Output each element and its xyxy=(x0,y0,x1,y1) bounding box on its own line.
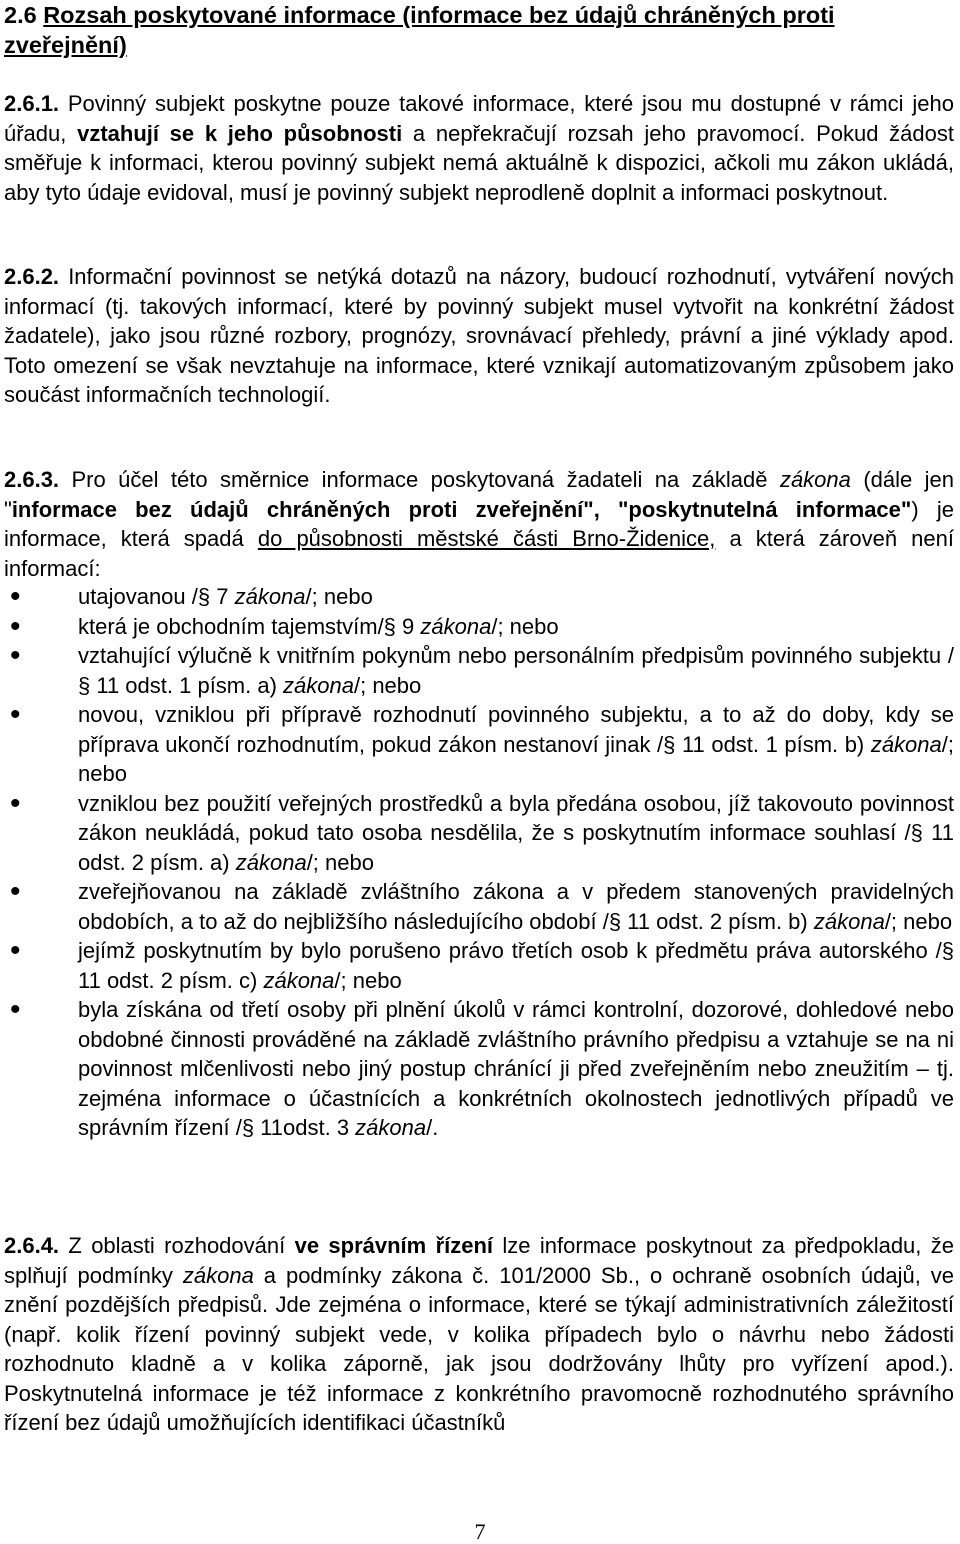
paragraph-text: a nepřekračují rozsah jeho pravomocí. Pokud žádost směřuje k informaci, kterou povinný subjekt nemá aktuálně k dispozici, ačkoli mu zákon ukládá, aby tyto údaje evidoval, musí je povinný subjekt neprodleně doplnit a informaci poskytnout. xyxy=(4,120,954,205)
section-title: Rozsah poskytované informace (informace bez údajů chráněných proti zveřejnění) xyxy=(4,2,835,58)
paragraph-text: ) je informace, která spadá xyxy=(4,496,954,551)
list-item xyxy=(4,995,954,1143)
paragraph-text: a která zároveň není informací: xyxy=(4,526,954,581)
law-reference: zákona xyxy=(420,613,492,639)
paragraph-2-6-4 xyxy=(4,1231,954,1438)
list-item-text: /; nebo xyxy=(353,672,422,698)
law-reference: zákona xyxy=(779,467,851,492)
list-item xyxy=(4,582,954,612)
law-reference: zákona xyxy=(870,731,942,757)
list-item-text: utajovanou /§ 7 xyxy=(78,584,235,609)
list-item-text: vzniklou bez použití veřejných prostředků a byla předána osobou, jíž takovouto povinnost zákon neukládá, pokud tato osoba nesdělila, že s poskytnutím informace souhlasí /§ 11 odst. 2 písm. a) xyxy=(78,790,954,875)
page-number: 7 xyxy=(474,1519,486,1544)
list-item-text: která je obchodním tajemstvím/§ 9 xyxy=(78,613,421,639)
paragraph-bold-text: vztahují se k jeho působnosti xyxy=(77,120,403,146)
paragraph-bold-text: ve správním řízení xyxy=(294,1233,494,1258)
defined-term: informace bez údajů chráněných proti zveřejnění", "poskytnutelná informace" xyxy=(11,496,912,522)
law-reference: zákona xyxy=(182,1262,254,1288)
underlined-text: do působnosti městské části Brno-Židenice, xyxy=(257,526,716,551)
paragraph-text: Povinný subjekt poskytne pouze takové informace, které jsou mu dostupné v rámci jeho úřadu, xyxy=(4,91,954,146)
paragraph-number: 2.6.3. xyxy=(4,467,60,492)
list-item-text: /; nebo xyxy=(78,731,954,786)
list-item-text: /. xyxy=(426,1115,439,1140)
law-reference: zákona xyxy=(813,908,885,934)
paragraph-2-6-1 xyxy=(4,89,954,207)
list-item-text: /; nebo xyxy=(306,849,374,875)
list-item-text: jejímž poskytnutím by bylo porušeno právo třetích osob k předmětu práva autorského /§ 11 odst. 2 písm. c) xyxy=(78,938,954,993)
list-item xyxy=(4,641,954,700)
law-reference: zákona xyxy=(283,672,354,698)
list-item xyxy=(4,700,954,789)
list-item-text: byla získána od třetí osoby při plnění úkolů v rámci kontrolní, dozorové, dohledové nebo obdobné činnosti prováděné na základě zvláštního právního předpisu a vztahuje se na ni povinnost mlčenlivosti nebo jiný postup chránící ji před zveřejněním nebo zneužitím – tj. zejména informace o účastnících a konkrétních okolnostech jednotlivých případů ve správním řízení /§ 11odst. 3 xyxy=(78,997,954,1140)
law-reference: zákona xyxy=(234,584,306,609)
paragraph-2-6-3 xyxy=(4,465,954,583)
list-item-text: zveřejňovanou na základě zvláštního zákona a v předem stanovených pravidelných obdobích, a to až do nejbližšího následujícího období /§ 11 odst. 2 písm. b) xyxy=(78,879,954,934)
paragraph-text: Z oblasti rozhodování xyxy=(68,1233,286,1258)
section-heading xyxy=(4,0,944,60)
law-reference: zákona xyxy=(235,849,307,875)
section-number: 2.6 xyxy=(4,2,37,28)
paragraph-text: Pro účel této směrnice informace poskytovaná žadateli na základě xyxy=(71,467,768,492)
paragraph-number: 2.6.4. xyxy=(4,1233,60,1258)
list-item xyxy=(4,612,954,642)
list-item-text: novou, vzniklou při přípravě rozhodnutí povinného subjektu, a to až do doby, kdy se příprava ukončí rozhodnutím, pokud zákon nestanoví jinak /§ 11 odst. 1 písm. b) xyxy=(78,702,954,757)
list-item xyxy=(4,789,954,878)
paragraph-number: 2.6.1. xyxy=(4,91,60,116)
list-item xyxy=(4,936,954,995)
list-item-text: /; nebo xyxy=(334,967,402,993)
list-item-text: /; nebo xyxy=(491,613,559,639)
paragraph-number: 2.6.2. xyxy=(4,264,60,289)
paragraph-text: Informační povinnost se netýká dotazů na názory, budoucí rozhodnutí, vytváření nových informací (tj. takových informací, které by povinný subjekt musel vytvořit na konkrétní žádost žadatele), jako jsou různé rozbory, prognózy, srovnávací přehledy, právní a jiné výklady apod. Toto omezení se však nevztahuje na informace, které vznikají automatizovaným způsobem jako součást informačních technologií. xyxy=(4,264,954,407)
paragraph-text: (dále jen " xyxy=(4,467,954,522)
law-reference: zákona xyxy=(355,1115,427,1140)
list-item-text: /; nebo xyxy=(884,908,953,934)
paragraph-text: a podmínky zákona č. 101/2000 Sb., o ochraně osobních údajů, ve znění pozdějších předpisů. Jde zejména o informace, které se týkají administrativních záležitostí (např. kolik řízení povinný subjekt vede, v kolika případech bylo o návrhu nebo žádosti rozhodnuto kladně a v kolika záporně, jak jsou dodržovány lhůty pro vyřízení apod.). Poskytnutelná informace je též informace z konkrétního pravomocně rozhodnutého správního řízení bez údajů umožňujících identifikaci účastníků xyxy=(4,1262,954,1435)
law-reference: zákona xyxy=(263,967,335,993)
list-item-text: /; nebo xyxy=(305,584,373,609)
paragraph-text: lze informace poskytnout za předpokladu, že splňují podmínky xyxy=(4,1233,954,1288)
list-item xyxy=(4,877,954,936)
exception-list xyxy=(4,582,954,1143)
paragraph-2-6-2 xyxy=(4,262,954,410)
list-item-text: vztahující výlučně k vnitřním pokynům nebo personálním předpisům povinného subjektu /§ 11 odst. 1 písm. a) xyxy=(78,643,954,698)
